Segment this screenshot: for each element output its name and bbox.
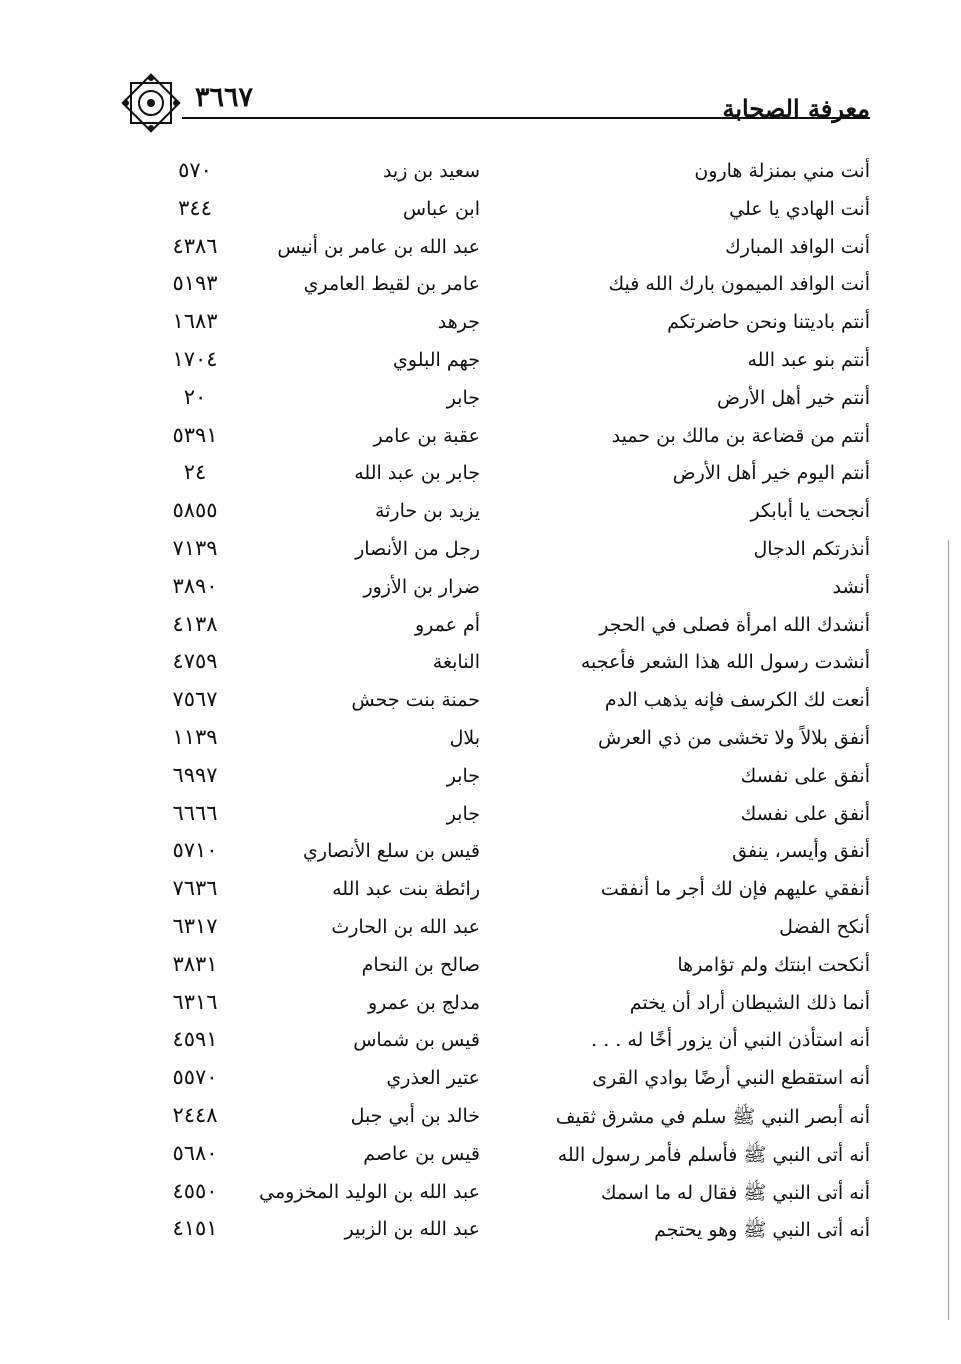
narrator-name: حمنة بنت جحش <box>351 689 480 712</box>
entry-number: ٤٥٩١ <box>172 1027 218 1052</box>
table-row <box>130 347 870 385</box>
entry-number: ٥٨٥٥ <box>172 498 218 523</box>
entry-number: ٣٨٣١ <box>172 951 218 976</box>
hadith-text: أنفقي عليهم فإن لك أجر ما أنفقت <box>600 878 870 901</box>
entry-number: ١٦٨٣ <box>172 309 218 334</box>
table-row <box>130 423 870 461</box>
table-row <box>130 158 870 196</box>
table-row <box>130 649 870 687</box>
narrator-name: جابر بن عبد الله <box>354 462 480 485</box>
narrator-name: رائطة بنت عبد الله <box>332 878 480 901</box>
narrator-name: عبد الله بن الحارث <box>331 915 480 938</box>
narrator-name: قيس بن عاصم <box>363 1142 480 1165</box>
entry-number: ٦٩٩٧ <box>172 762 218 787</box>
table-row <box>130 574 870 612</box>
narrator-name: خالد بن أبي جبل <box>350 1104 480 1127</box>
narrator-name: رجل من الأنصار <box>355 537 480 560</box>
table-row <box>130 234 870 272</box>
entry-number: ٣٨٩٠ <box>172 573 218 598</box>
book-title: معرفة الصحابة <box>722 94 870 123</box>
table-row <box>130 914 870 952</box>
entry-number: ٥٥٧٠ <box>172 1065 218 1090</box>
hadith-text: أنتم اليوم خير أهل الأرض <box>672 462 870 485</box>
hadith-text: أنه أتى النبي ﷺ فقال له ما اسمك <box>600 1181 870 1204</box>
narrator-name: جابر <box>446 764 480 787</box>
narrator-name: أم عمرو <box>414 613 480 636</box>
hadith-text: أنكح الفضل <box>779 915 870 938</box>
narrator-name: جرهد <box>437 311 480 334</box>
narrator-name: عبد الله بن الزبير <box>344 1218 480 1241</box>
entry-number: ٥١٩٣ <box>172 271 218 296</box>
entry-number: ٤١٥١ <box>172 1216 218 1241</box>
table-row <box>130 801 870 839</box>
hadith-text: أنه استأذن النبي أن يزور أخًا له . . . <box>591 1029 870 1052</box>
narrator-name: عقبة بن عامر <box>373 424 480 447</box>
entry-number: ٣٤٤ <box>178 195 212 220</box>
narrator-name: قيس بن شماس <box>353 1029 480 1052</box>
hadith-text: أنت الوافد الميمون بارك الله فيك <box>608 273 870 296</box>
hadith-text: أنكحت ابنتك ولم تؤامرها <box>677 953 870 976</box>
table-row <box>130 1141 870 1179</box>
narrator-name: بلال <box>449 726 480 749</box>
narrator-name: ابن عباس <box>402 197 480 220</box>
hadith-text: أنشدت رسول الله هذا الشعر فأعجبه <box>580 651 870 674</box>
entry-number: ٧٦٣٦ <box>172 876 218 901</box>
hadith-text: أنت مني بمنزلة هارون <box>694 160 870 182</box>
table-row <box>130 385 870 423</box>
narrator-name: عبد الله بن الوليد المخزومي <box>259 1180 480 1203</box>
hadith-text: أنشد <box>832 575 870 598</box>
table-row <box>130 687 870 725</box>
narrator-name: عامر بن لقيط العامري <box>303 273 480 296</box>
table-row <box>130 1027 870 1065</box>
narrator-name: سعيد بن زيد <box>382 160 480 182</box>
entry-number: ٦٣١٧ <box>172 913 218 938</box>
narrator-name: جهم البلوي <box>393 348 480 371</box>
hadith-text: أنفق بلالاً ولا تخشى من ذي العرش <box>598 726 870 749</box>
table-row <box>130 498 870 536</box>
hadith-text: أنما ذلك الشيطان أراد أن يختم <box>629 991 870 1014</box>
narrator-name: عتير العذري <box>386 1067 480 1090</box>
table-row <box>130 1216 870 1254</box>
table-row <box>130 763 870 801</box>
table-row <box>130 838 870 876</box>
narrator-name: النابغة <box>432 651 480 674</box>
entry-number: ٦٣١٦ <box>172 989 218 1014</box>
table-row <box>130 952 870 990</box>
table-row <box>130 1065 870 1103</box>
narrator-name: ضرار بن الأزور <box>363 575 480 598</box>
index-table <box>130 158 870 1254</box>
page-number: ٣٦٦٧ <box>195 82 254 113</box>
hadith-text: أنتم من قضاعة بن مالك بن حميد <box>611 424 870 447</box>
table-row <box>130 196 870 234</box>
scan-edge-line <box>948 540 949 1320</box>
narrator-name: مدلج بن عمرو <box>367 991 480 1014</box>
entry-number: ٥٣٩١ <box>172 422 218 447</box>
table-row <box>130 1103 870 1141</box>
table-row <box>130 460 870 498</box>
entry-number: ٥٧١٠ <box>172 838 218 863</box>
octagonal-star-ornament-icon <box>120 72 182 134</box>
entry-number: ٢٤٤٨ <box>172 1102 218 1127</box>
narrator-name: صالح بن النحام <box>361 953 480 976</box>
entry-number: ٧٥٦٧ <box>172 687 218 712</box>
narrator-name: جابر <box>446 386 480 409</box>
hadith-text: أنفق على نفسك <box>740 802 870 825</box>
narrator-name: جابر <box>446 802 480 825</box>
table-row <box>130 536 870 574</box>
hadith-text: أنه أبصر النبي ﷺ سلم في مشرق ثقيف <box>555 1105 870 1128</box>
table-row <box>130 271 870 309</box>
table-row <box>130 725 870 763</box>
entry-number: ٤١٣٨ <box>172 611 218 636</box>
narrator-name: يزيد بن حارثة <box>374 500 480 523</box>
entry-number: ٧١٣٩ <box>172 535 218 560</box>
hadith-text: أنفق وأيسر، ينفق <box>732 840 870 863</box>
table-row <box>130 1179 870 1217</box>
table-row <box>130 309 870 347</box>
hadith-text: أنت الهادي يا علي <box>729 197 870 220</box>
entry-number: ١١٣٩ <box>172 724 218 749</box>
entry-number: ٥٧٠ <box>178 158 212 182</box>
hadith-text: أنعت لك الكرسف فإنه يذهب الدم <box>604 689 870 712</box>
entry-number: ٤٣٨٦ <box>172 233 218 258</box>
hadith-text: أنشدك الله امرأة فصلى في الحجر <box>599 613 870 636</box>
hadith-text: أنه أتى النبي ﷺ وهو يحتجم <box>654 1219 870 1242</box>
entry-number: ٢٤ <box>183 460 207 485</box>
hadith-text: أنتم خير أهل الأرض <box>717 386 870 409</box>
hadith-text: أنفق على نفسك <box>740 764 870 787</box>
hadith-text: أنه استقطع النبي أرضًا بوادي القرى <box>592 1067 870 1090</box>
page-header <box>120 72 870 132</box>
hadith-text: أنذرتكم الدجال <box>753 537 870 560</box>
entry-number: ٤٥٥٠ <box>172 1178 218 1203</box>
entry-number: ٦٦٦٦ <box>172 800 218 825</box>
entry-number: ٥٦٨٠ <box>172 1140 218 1165</box>
entry-number: ١٧٠٤ <box>172 346 218 371</box>
narrator-name: عبد الله بن عامر بن أنيس <box>277 235 480 258</box>
entry-number: ٤٧٥٩ <box>172 649 218 674</box>
narrator-name: قيس بن سلع الأنصاري <box>303 840 480 863</box>
table-row <box>130 990 870 1028</box>
entry-number: ٢٠ <box>183 384 207 409</box>
table-row <box>130 612 870 650</box>
hadith-text: أنه أتى النبي ﷺ فأسلم فأمر رسول الله <box>557 1143 870 1166</box>
hadith-text: أنت الوافد المبارك <box>725 235 870 258</box>
table-row <box>130 876 870 914</box>
hadith-text: أنجحت يا أبابكر <box>750 500 870 523</box>
hadith-text: أنتم باديتنا ونحن حاضرتكم <box>667 311 870 334</box>
hadith-text: أنتم بنو عبد الله <box>747 348 870 371</box>
